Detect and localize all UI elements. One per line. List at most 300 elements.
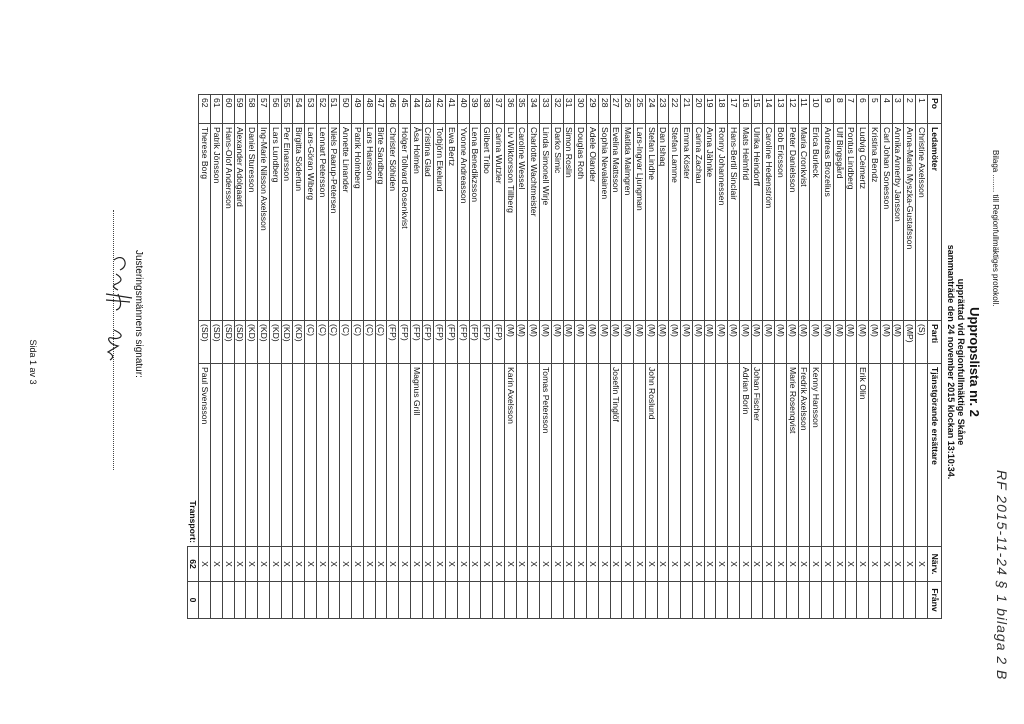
table-row [493, 95, 505, 619]
table-row [328, 95, 340, 619]
table-row [211, 95, 223, 619]
row-franv [270, 582, 282, 619]
document-title: Uppropslista nr. 2 [967, 307, 982, 417]
row-ledamot: Cristina Glad [422, 124, 434, 321]
row-po: 45 [399, 95, 411, 124]
row-ersattare [634, 364, 646, 547]
row-narv: X [787, 547, 799, 582]
row-parti: (M) [869, 321, 881, 364]
row-parti: (M) [728, 321, 740, 364]
row-franv [540, 582, 552, 619]
row-parti: (M) [587, 321, 599, 364]
column-header-ersattare: Tjänstgörande ersättare [928, 364, 942, 547]
row-ledamot: Caroline Wessel [516, 124, 528, 321]
row-po: 36 [505, 95, 517, 124]
row-parti: (FP) [422, 321, 434, 364]
row-parti: (KD) [281, 321, 293, 364]
signature-label: Justeringsmännens signatur: [133, 250, 144, 378]
row-po: 24 [646, 95, 658, 124]
table-row [798, 95, 810, 619]
row-po: 50 [340, 95, 352, 124]
row-franv [716, 582, 728, 619]
row-narv: X [375, 547, 387, 582]
row-franv [563, 582, 575, 619]
row-ersattare [892, 364, 904, 547]
page-number: Sida 1 av 3 [28, 339, 38, 385]
table-row [375, 95, 387, 619]
table-row [845, 95, 857, 619]
row-parti: (FP) [399, 321, 411, 364]
row-parti: (FP) [434, 321, 446, 364]
row-ledamot: Caroline Hedenström [763, 124, 775, 321]
row-franv [728, 582, 740, 619]
row-ledamot: Gilbert Tribo [481, 124, 493, 321]
row-parti: (M) [552, 321, 564, 364]
row-ledamot: Anna Jähnke [704, 124, 716, 321]
table-row [881, 95, 893, 619]
row-po: 59 [234, 95, 246, 124]
row-franv [516, 582, 528, 619]
row-ledamot: Dan Ishaq [657, 124, 669, 321]
row-parti: (M) [657, 321, 669, 364]
row-narv: X [516, 547, 528, 582]
row-narv: X [610, 547, 622, 582]
row-ersattare [328, 364, 340, 547]
handwritten-signature [102, 250, 136, 450]
row-po: 34 [528, 95, 540, 124]
row-ersattare [552, 364, 564, 547]
table-row [657, 95, 669, 619]
table-row [270, 95, 282, 619]
row-ledamot: Simon Roslin [563, 124, 575, 321]
row-po: 18 [716, 95, 728, 124]
row-ersattare [563, 364, 575, 547]
row-ersattare [834, 364, 846, 547]
row-franv [399, 582, 411, 619]
row-ersattare [364, 364, 376, 547]
table-header-row [928, 95, 942, 619]
row-parti: (M) [857, 321, 869, 364]
row-ledamot: Sophia Nevalainen [599, 124, 611, 321]
row-narv: X [505, 547, 517, 582]
row-ersattare [869, 364, 881, 547]
row-parti: (SD) [199, 321, 211, 364]
row-narv: X [622, 547, 634, 582]
row-narv: X [340, 547, 352, 582]
row-parti: (FP) [458, 321, 470, 364]
row-ledamot: Christer Söhiden [387, 124, 399, 321]
row-ledamot: Lennart Petersson [317, 124, 329, 321]
row-franv [199, 582, 211, 619]
row-ersattare [528, 364, 540, 547]
row-po: 3 [892, 95, 904, 124]
table-row [869, 95, 881, 619]
row-ersattare [904, 364, 916, 547]
row-ledamot: Ulf Bingsgård [834, 124, 846, 321]
row-narv: X [904, 547, 916, 582]
row-po: 6 [857, 95, 869, 124]
row-parti: (KD) [293, 321, 305, 364]
row-po: 32 [552, 95, 564, 124]
row-parti: (M) [704, 321, 716, 364]
table-row [352, 95, 364, 619]
row-po: 49 [352, 95, 364, 124]
row-ledamot: Hans-Bertil Sinclair [728, 124, 740, 321]
row-parti: (SD) [223, 321, 235, 364]
row-ledamot: Carina Wutzler [493, 124, 505, 321]
row-parti: (SD) [234, 321, 246, 364]
transport-narv-total: 62 [187, 547, 199, 582]
row-narv: X [411, 547, 423, 582]
row-po: 2 [904, 95, 916, 124]
row-ledamot: Pontus Lindberg [845, 124, 857, 321]
row-narv: X [458, 547, 470, 582]
row-parti: (C) [375, 321, 387, 364]
row-po: 5 [869, 95, 881, 124]
row-franv [305, 582, 317, 619]
row-narv: X [246, 547, 258, 582]
row-franv [293, 582, 305, 619]
row-ledamot: Maria Cronkvist [798, 124, 810, 321]
row-franv [434, 582, 446, 619]
table-row [258, 95, 270, 619]
row-po: 43 [422, 95, 434, 124]
document-subtitle-line2: sammanträde den 24 november 2015 klockan 13:10:34. [946, 244, 956, 480]
row-po: 15 [751, 95, 763, 124]
row-ersattare [716, 364, 728, 547]
row-franv [364, 582, 376, 619]
signature-line [113, 210, 114, 470]
row-ledamot: Stefan Lindhe [646, 124, 658, 321]
table-row [563, 95, 575, 619]
row-po: 53 [305, 95, 317, 124]
row-franv [822, 582, 834, 619]
row-franv [246, 582, 258, 619]
row-narv: X [775, 547, 787, 582]
row-po: 41 [446, 95, 458, 124]
row-franv [787, 582, 799, 619]
row-franv [505, 582, 517, 619]
transport-label: Transport: [188, 500, 199, 543]
row-narv: X [681, 547, 693, 582]
row-ledamot: Per Einarsson [281, 124, 293, 321]
row-ledamot: Lars Lundberg [270, 124, 282, 321]
row-ledamot: Lena Benedikzsson [469, 124, 481, 321]
row-parti: (KD) [258, 321, 270, 364]
column-header-narv: Närv. [928, 547, 942, 582]
row-parti: (C) [317, 321, 329, 364]
row-ersattare [599, 364, 611, 547]
row-ersattare [881, 364, 893, 547]
table-row [528, 95, 540, 619]
table-row [599, 95, 611, 619]
table-row [857, 95, 869, 619]
row-narv: X [763, 547, 775, 582]
table-row [305, 95, 317, 619]
row-narv: X [540, 547, 552, 582]
row-franv [845, 582, 857, 619]
row-narv: X [446, 547, 458, 582]
row-franv [446, 582, 458, 619]
row-narv: X [716, 547, 728, 582]
row-franv [798, 582, 810, 619]
table-row [822, 95, 834, 619]
table-row [223, 95, 235, 619]
row-narv: X [434, 547, 446, 582]
row-parti: (M) [540, 321, 552, 364]
table-row [469, 95, 481, 619]
row-franv [810, 582, 822, 619]
row-ersattare [305, 364, 317, 547]
row-narv: X [270, 547, 282, 582]
row-ledamot: Patrik Jönsson [211, 124, 223, 321]
row-franv [223, 582, 235, 619]
row-narv: X [223, 547, 235, 582]
row-ersattare [434, 364, 446, 547]
row-narv: X [364, 547, 376, 582]
row-narv: X [481, 547, 493, 582]
row-franv [669, 582, 681, 619]
row-ledamot: Andreas Brozelius [822, 124, 834, 321]
table-row [634, 95, 646, 619]
row-narv: X [387, 547, 399, 582]
row-po: 40 [458, 95, 470, 124]
row-po: 25 [634, 95, 646, 124]
row-ledamot: Niels Paarup-Petersen [328, 124, 340, 321]
row-po: 60 [223, 95, 235, 124]
row-ersattare: Tomas Petersson [540, 364, 552, 547]
row-ledamot: Christine Axelsson [916, 124, 928, 321]
row-parti: (C) [340, 321, 352, 364]
row-narv: X [211, 547, 223, 582]
row-ersattare [657, 364, 669, 547]
row-ersattare [270, 364, 282, 547]
row-narv: X [563, 547, 575, 582]
row-franv [258, 582, 270, 619]
row-franv [916, 582, 928, 619]
row-ledamot: Ludvig Ceimertz [857, 124, 869, 321]
table-row [646, 95, 658, 619]
row-ledamot: Douglas Roth [575, 124, 587, 321]
row-ersattare: Johan Fischer [751, 364, 763, 547]
row-parti: (MP) [904, 321, 916, 364]
row-parti: (M) [622, 321, 634, 364]
row-ersattare: Josefin Tinglöf [610, 364, 622, 547]
table-row [540, 95, 552, 619]
column-header-parti: Parti [928, 321, 942, 364]
row-franv [481, 582, 493, 619]
row-po: 30 [575, 95, 587, 124]
row-po: 37 [493, 95, 505, 124]
row-ledamot: Emma Köster [681, 124, 693, 321]
row-parti: (M) [646, 321, 658, 364]
row-po: 56 [270, 95, 282, 124]
row-ledamot: Kristina Bendz [869, 124, 881, 321]
row-parti: (FP) [469, 321, 481, 364]
row-narv: X [916, 547, 928, 582]
column-header-franv: Frånv [928, 582, 942, 619]
row-narv: X [399, 547, 411, 582]
row-franv [387, 582, 399, 619]
row-ledamot: Carina Zachau [693, 124, 705, 321]
row-franv [211, 582, 223, 619]
row-ersattare [693, 364, 705, 547]
row-franv [904, 582, 916, 619]
row-franv [681, 582, 693, 619]
row-ersattare: Fredrik Axelsson [798, 364, 810, 547]
row-narv: X [669, 547, 681, 582]
row-parti: (C) [328, 321, 340, 364]
row-ersattare [352, 364, 364, 547]
row-po: 52 [317, 95, 329, 124]
row-parti: (M) [892, 321, 904, 364]
row-po: 46 [387, 95, 399, 124]
row-po: 26 [622, 95, 634, 124]
row-ledamot: Darko Simic [552, 124, 564, 321]
row-ledamot: Åsa Holmén [411, 124, 423, 321]
row-ledamot: Holger Tollvard Rosenkvist [399, 124, 411, 321]
row-narv: X [528, 547, 540, 582]
row-narv: X [599, 547, 611, 582]
row-ledamot: Peter Danielsson [787, 124, 799, 321]
table-row [552, 95, 564, 619]
table-row [422, 95, 434, 619]
row-po: 42 [434, 95, 446, 124]
row-narv: X [728, 547, 740, 582]
table-row [516, 95, 528, 619]
row-narv: X [293, 547, 305, 582]
row-franv [646, 582, 658, 619]
table-row [892, 95, 904, 619]
row-parti: (M) [693, 321, 705, 364]
row-narv: X [352, 547, 364, 582]
row-franv [528, 582, 540, 619]
row-po: 38 [481, 95, 493, 124]
table-body [199, 95, 928, 619]
row-franv [317, 582, 329, 619]
row-ledamot: Ronny Johannessen [716, 124, 728, 321]
row-ledamot: Bob Ericsson [775, 124, 787, 321]
transport-franv-total: 0 [187, 582, 199, 619]
table-row [199, 95, 211, 619]
row-ersattare [587, 364, 599, 547]
table-row [751, 95, 763, 619]
row-narv: X [822, 547, 834, 582]
row-ersattare [622, 364, 634, 547]
row-ledamot: Birte Sandberg [375, 124, 387, 321]
row-franv [411, 582, 423, 619]
table-row [505, 95, 517, 619]
row-narv: X [881, 547, 893, 582]
row-ersattare [493, 364, 505, 547]
table-row [340, 95, 352, 619]
row-ledamot: Liv Wiktorsson Tillberg [505, 124, 517, 321]
row-po: 11 [798, 95, 810, 124]
bilaga-line: Bilaga ........ till Regionfullmäktiges protokoll. [991, 150, 1000, 307]
row-ledamot: Hans-Olof Andersson [223, 124, 235, 321]
row-ledamot: Torbjörn Ekelund [434, 124, 446, 321]
row-ersattare: Adrian Borin [740, 364, 752, 547]
table-row [916, 95, 928, 619]
row-parti: (C) [352, 321, 364, 364]
row-po: 21 [681, 95, 693, 124]
row-ersattare: Erik Olin [857, 364, 869, 547]
row-franv [552, 582, 564, 619]
row-narv: X [552, 547, 564, 582]
table-row [787, 95, 799, 619]
row-parti: (FP) [411, 321, 423, 364]
row-po: 4 [881, 95, 893, 124]
row-ledamot: Charlotte Wachtmeister [528, 124, 540, 321]
row-po: 23 [657, 95, 669, 124]
table-row [740, 95, 752, 619]
row-franv [857, 582, 869, 619]
row-ledamot: Linda Simonell Wirje [540, 124, 552, 321]
row-po: 61 [211, 95, 223, 124]
table-row [904, 95, 916, 619]
row-franv [775, 582, 787, 619]
row-parti: (SD) [211, 321, 223, 364]
row-parti: (M) [845, 321, 857, 364]
row-parti: (FP) [446, 321, 458, 364]
row-ersattare: Kenny Hansson [810, 364, 822, 547]
row-parti: (M) [528, 321, 540, 364]
table-row [399, 95, 411, 619]
row-parti: (KD) [270, 321, 282, 364]
row-po: 14 [763, 95, 775, 124]
table-row [234, 95, 246, 619]
row-ersattare [775, 364, 787, 547]
row-ersattare: Paul Svensson [199, 364, 211, 547]
row-franv [422, 582, 434, 619]
table-row [387, 95, 399, 619]
row-franv [751, 582, 763, 619]
row-narv: X [810, 547, 822, 582]
row-ersattare [340, 364, 352, 547]
row-ledamot: Therese Borg [199, 124, 211, 321]
row-po: 62 [199, 95, 211, 124]
row-narv: X [422, 547, 434, 582]
row-po: 28 [599, 95, 611, 124]
table-row [575, 95, 587, 619]
row-ersattare: Marie Rosenqvist [787, 364, 799, 547]
row-parti: (FP) [493, 321, 505, 364]
row-franv [763, 582, 775, 619]
row-narv: X [575, 547, 587, 582]
row-po: 27 [610, 95, 622, 124]
row-narv: X [834, 547, 846, 582]
table-row [716, 95, 728, 619]
row-po: 44 [411, 95, 423, 124]
row-po: 47 [375, 95, 387, 124]
row-ersattare [422, 364, 434, 547]
row-ersattare [211, 364, 223, 547]
row-narv: X [693, 547, 705, 582]
row-ersattare [293, 364, 305, 547]
row-ersattare [575, 364, 587, 547]
row-ledamot: Lars-Ingvar Ljungman [634, 124, 646, 321]
row-ledamot: Annika Annerby Jansson [892, 124, 904, 321]
row-po: 39 [469, 95, 481, 124]
row-narv: X [845, 547, 857, 582]
row-po: 17 [728, 95, 740, 124]
row-parti: (M) [669, 321, 681, 364]
row-parti: (M) [751, 321, 763, 364]
row-ledamot: Mats Helmfrid [740, 124, 752, 321]
row-ledamot: Ing-Marie Nilsson Axelsson [258, 124, 270, 321]
row-ersattare [845, 364, 857, 547]
row-narv: X [657, 547, 669, 582]
